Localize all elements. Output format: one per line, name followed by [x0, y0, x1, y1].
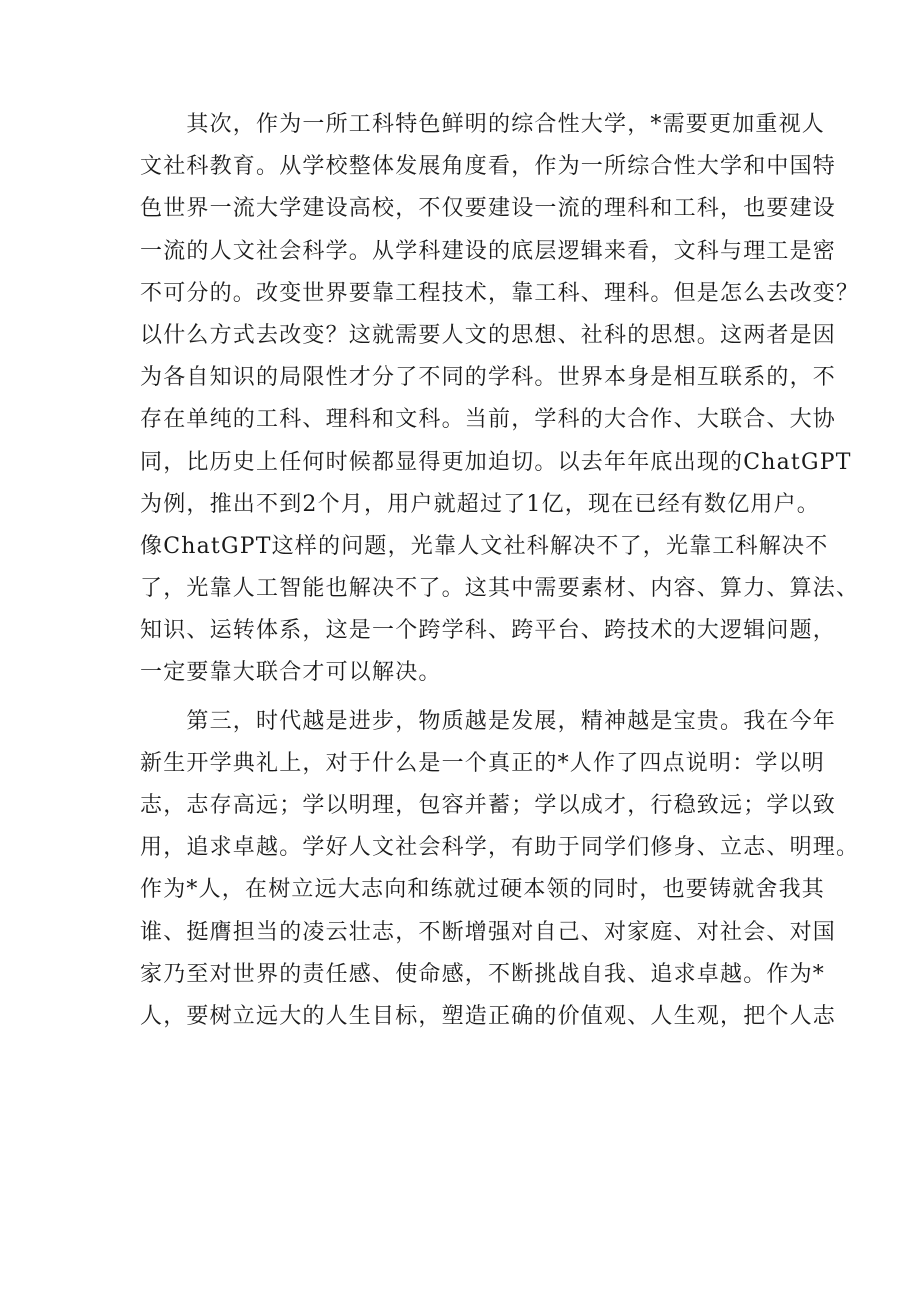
- paragraph-line: 志，志存高远；学以明理，包容并蓄；学以成才，行稳致远；学以致: [140, 793, 837, 818]
- paragraph-line: 用，追求卓越。学好人文社会科学，有助于同学们修身、立志、明理。: [140, 835, 860, 861]
- paragraph-line: 为各自知识的局限性才分了不同的学科。世界本身是相互联系的，不: [140, 365, 837, 391]
- paragraph-line: 不可分的。改变世界要靠工程技术，靠工科、理科。但是怎么去改变？: [140, 280, 860, 306]
- paragraph-line: 新生开学典礼上，对于什么是一个真正的*人作了四点说明：学以明: [140, 750, 826, 776]
- paragraph-line: 作为*人，在树立远大志向和练就过硬本领的同时，也要铸就舍我其: [140, 877, 826, 903]
- paragraph-line: 了，光靠人工智能也解决不了。这其中需要素材、内容、算力、算法、: [140, 576, 860, 602]
- paragraph-line: 色世界一流大学建设高校，不仅要建设一流的理科和工科，也要建设: [140, 196, 837, 222]
- paragraph-1: [140, 104, 860, 695]
- paragraph-line: 谁、挺膺担当的凌云壮志，不断增强对自己、对家庭、对社会、对国: [140, 919, 837, 945]
- paragraph-line: 文社科教育。从学校整体发展角度看，作为一所综合性大学和中国特: [140, 154, 837, 180]
- paragraph-line: 以什么方式去改变？这就需要人文的思想、社科的思想。这两者是因: [140, 322, 837, 348]
- paragraph-line: 其次，作为一所工科特色鲜明的综合性大学，*需要更加重视人: [140, 112, 826, 137]
- paragraph-line: 知识、运转体系，这是一个跨学科、跨平台、跨技术的大逻辑问题，: [140, 618, 837, 644]
- paragraph-line: 为例，推出不到2个月，用户就超过了1亿，现在已经有数亿用户。: [140, 491, 820, 517]
- paragraph-line: 存在单纯的工科、理科和文科。当前，学科的大合作、大联合、大协: [140, 407, 837, 433]
- paragraph-line: 家乃至对世界的责任感、使命感，不断挑战自我、追求卓越。作为*: [140, 961, 826, 987]
- paragraph-line: 像ChatGPT这样的问题，光靠人文社科解决不了，光靠工科解决不: [140, 533, 829, 559]
- paragraph-line: 一流的人文社会科学。从学科建设的底层逻辑来看，文科与理工是密: [140, 238, 837, 264]
- paragraph-line: 人，要树立远大的人生目标，塑造正确的价值观、人生观，把个人志: [140, 1003, 837, 1029]
- document-body: [140, 104, 860, 1038]
- paragraph-line: 一定要靠大联合才可以解决。: [140, 660, 442, 686]
- paragraph-2: [140, 701, 860, 1039]
- paragraph-line: 第三，时代越是进步，物质越是发展，精神越是宝贵。我在今年: [140, 708, 837, 734]
- paragraph-line: 同，比历史上任何时候都显得更加迫切。以去年年底出现的ChatGPT: [140, 449, 852, 475]
